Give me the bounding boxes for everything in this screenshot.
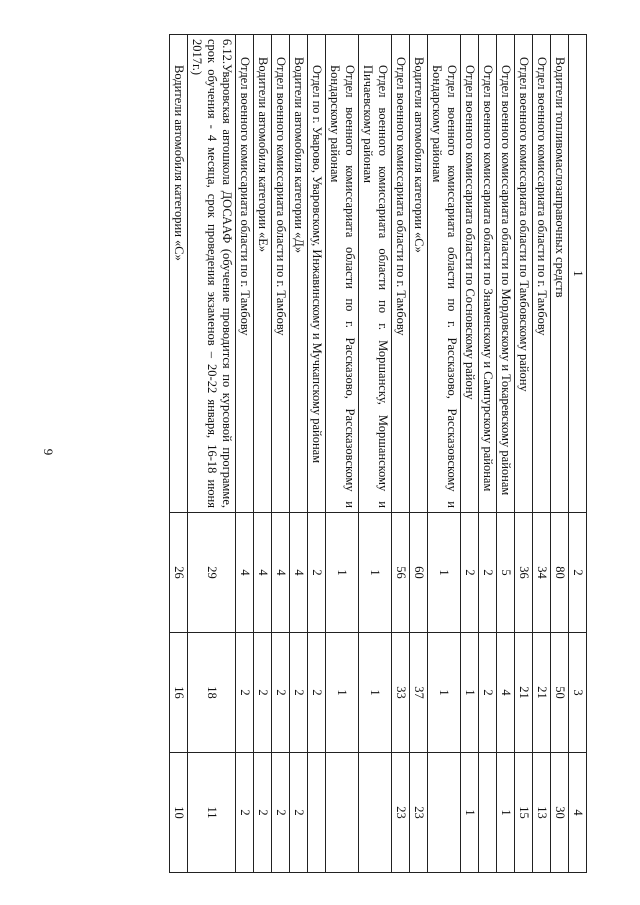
row-total-cell: 1 — [359, 513, 392, 633]
row-col3-cell: 2 — [272, 633, 290, 753]
row-col4-cell — [326, 753, 359, 873]
row-total-cell: 36 — [515, 513, 533, 633]
row-col3-cell: 2 — [236, 633, 254, 753]
row-col4-cell: 23 — [392, 753, 410, 873]
row-total-cell: 1 — [428, 513, 461, 633]
row-name-cell: Водители автомобиля категории «Д» — [290, 35, 308, 513]
table-row — [359, 35, 392, 873]
header-col-1: 1 — [569, 35, 587, 513]
row-name-cell: Отдел военного комиссариата области по г. Рассказово, Рассказовскому и Бондарскому районам — [428, 35, 461, 513]
row-total-cell: 56 — [392, 513, 410, 633]
row-name-cell: Отдел военного комиссариата области по Сосновскому району — [461, 35, 479, 513]
row-total-cell: 4 — [254, 513, 272, 633]
table-row — [461, 35, 479, 873]
row-col4-cell — [359, 753, 392, 873]
row-col3-cell: 2 — [254, 633, 272, 753]
table-row — [290, 35, 308, 873]
row-name-cell: Отдел военного комиссариата области по г. Рассказово, Рассказовскому и Бондарскому районам — [326, 35, 359, 513]
row-name-cell: Водители автомобиля категории «Е» — [254, 35, 272, 513]
header-col-3: 3 — [569, 633, 587, 753]
table-row — [551, 35, 569, 873]
row-total-cell: 26 — [170, 513, 188, 633]
row-col3-cell: 2 — [290, 633, 308, 753]
row-name-cell: Отдел военного комиссариата области по г. Моршанску, Моршанскому и Пичаевскому районам — [359, 35, 392, 513]
row-col4-cell — [479, 753, 497, 873]
row-name-cell: Отдел военного комиссариата области по Мордовскому и Токаревскому районам — [497, 35, 515, 513]
row-col3-cell: 33 — [392, 633, 410, 753]
row-col3-cell: 21 — [515, 633, 533, 753]
row-col4-cell — [308, 753, 326, 873]
row-total-cell: 5 — [497, 513, 515, 633]
row-name-cell: Отдел военного комиссариата области по г. Тамбову — [272, 35, 290, 513]
row-name-cell: Отдел военного комиссариата области по г. Тамбову — [392, 35, 410, 513]
row-col4-cell: 1 — [461, 753, 479, 873]
page-number: 9 — [41, 448, 56, 456]
row-name-cell: Отдел военного комиссариата области по г. Тамбову — [533, 35, 551, 513]
row-total-cell: 29 — [188, 513, 236, 633]
row-col3-cell: 1 — [359, 633, 392, 753]
row-col4-cell: 2 — [254, 753, 272, 873]
table-row — [326, 35, 359, 873]
row-name-cell: Водители автомобиля категории «С» — [170, 35, 188, 513]
row-name-cell: 6.12.Уваровская автошкола ДОСААФ (обучение проводится по курсовой программе, срок обучения - 4 месяца, срок проведения экзаменов – 20-22 января, 16-18 июня 2017г.) — [188, 35, 236, 513]
row-col3-cell: 1 — [428, 633, 461, 753]
row-col3-cell: 2 — [308, 633, 326, 753]
header-col-4: 4 — [569, 753, 587, 873]
table-row — [410, 35, 428, 873]
table-row — [479, 35, 497, 873]
row-col4-cell — [428, 753, 461, 873]
row-col4-cell: 11 — [188, 753, 236, 873]
table-row — [392, 35, 410, 873]
allocation-table — [169, 34, 587, 873]
row-total-cell: 2 — [308, 513, 326, 633]
table-header-row — [569, 35, 587, 873]
row-total-cell: 2 — [479, 513, 497, 633]
row-col3-cell: 50 — [551, 633, 569, 753]
row-col4-cell: 23 — [410, 753, 428, 873]
row-col4-cell: 15 — [515, 753, 533, 873]
row-col3-cell: 4 — [497, 633, 515, 753]
table-row — [254, 35, 272, 873]
row-name-cell: Отдел военного комиссариата области по Тамбовскому району — [515, 35, 533, 513]
header-col-2: 2 — [569, 513, 587, 633]
row-name-cell: Отдел по г. Уварово, Уваровскому, Инжавинскому и Мучкапскому районам — [308, 35, 326, 513]
row-total-cell: 2 — [461, 513, 479, 633]
row-col4-cell: 1 — [497, 753, 515, 873]
table-row — [308, 35, 326, 873]
row-total-cell: 4 — [272, 513, 290, 633]
row-col3-cell: 18 — [188, 633, 236, 753]
table-row — [188, 35, 236, 873]
row-name-cell: Водители автомобиля категории «С» — [410, 35, 428, 513]
row-col3-cell: 1 — [461, 633, 479, 753]
row-col3-cell: 21 — [533, 633, 551, 753]
row-col3-cell: 37 — [410, 633, 428, 753]
table-row — [497, 35, 515, 873]
row-name-cell: Водители топливомаслозаправочных средств — [551, 35, 569, 513]
row-name-cell: Отдел военного комиссариата области по г. Тамбову — [236, 35, 254, 513]
row-col3-cell: 1 — [326, 633, 359, 753]
table-row — [236, 35, 254, 873]
row-col4-cell: 13 — [533, 753, 551, 873]
table-row — [533, 35, 551, 873]
table-row — [515, 35, 533, 873]
row-total-cell: 60 — [410, 513, 428, 633]
row-total-cell: 34 — [533, 513, 551, 633]
table-row — [428, 35, 461, 873]
table-body — [170, 35, 569, 873]
row-total-cell: 80 — [551, 513, 569, 633]
table-row — [170, 35, 188, 873]
row-total-cell: 1 — [326, 513, 359, 633]
row-name-cell: Отдел военного комиссариата области по Знаменскому и Сампурскому районам — [479, 35, 497, 513]
rotated-table-container — [87, 34, 587, 872]
row-col4-cell: 2 — [272, 753, 290, 873]
row-total-cell: 4 — [290, 513, 308, 633]
row-col3-cell: 16 — [170, 633, 188, 753]
row-total-cell: 4 — [236, 513, 254, 633]
row-col4-cell: 10 — [170, 753, 188, 873]
row-col3-cell: 2 — [479, 633, 497, 753]
row-col4-cell: 2 — [236, 753, 254, 873]
row-col4-cell: 30 — [551, 753, 569, 873]
table-row — [272, 35, 290, 873]
row-col4-cell: 2 — [290, 753, 308, 873]
